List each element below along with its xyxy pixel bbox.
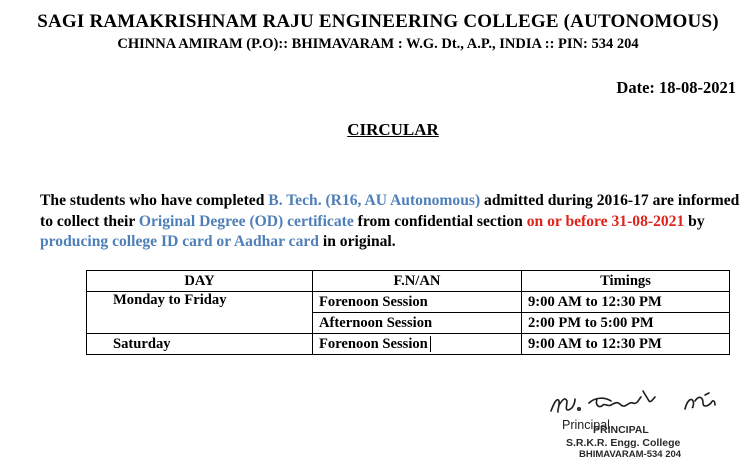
body-text: by — [684, 212, 705, 230]
body-text: The students who have completed — [40, 192, 269, 209]
circular-date: Date: 18-08-2021 — [616, 78, 736, 97]
college-address: CHINNA AMIRAM (P.O):: BHIMAVARAM : W.G. Dt., A.P., INDIA :: PIN: 534 204 — [117, 36, 639, 52]
timing-cell: 9:00 AM to 12:30 PM — [522, 334, 730, 355]
table-row — [87, 313, 730, 334]
session-text: Forenoon Session — [319, 335, 428, 352]
text-cursor — [430, 336, 431, 352]
table-row — [87, 334, 730, 355]
circular-body — [40, 191, 740, 253]
circular-title: CIRCULAR — [347, 120, 439, 139]
course-name: B. Tech. (R16, AU Autonomous) — [268, 192, 481, 209]
signature-label: Principal — [562, 418, 610, 432]
body-text: from confidential section — [353, 212, 527, 230]
table-row — [87, 292, 730, 313]
college-name: SAGI RAMAKRISHNAM RAJU ENGINEERING COLLEGE (AUTONOMOUS) — [37, 11, 719, 32]
stamp-place: BHIMAVARAM-534 204 — [579, 449, 682, 460]
column-header-timings: Timings — [522, 271, 730, 292]
day-cell: Monday to Friday — [87, 292, 313, 313]
required-documents: producing college ID card or Aadhar card — [40, 233, 319, 250]
stamp-college: S.R.K.R. Engg. College — [566, 436, 681, 449]
column-header-session: F.N/AN — [313, 271, 522, 292]
day-cell: Saturday — [87, 334, 313, 355]
office-stamp — [566, 424, 681, 462]
body-text: admitted during 2016-17 are informed to collect their — [40, 192, 740, 230]
certificate-name: Original Degree (OD) certificate — [138, 212, 354, 230]
deadline: on or before 31-08-2021 — [526, 212, 685, 230]
body-text: in original. — [318, 233, 396, 250]
session-cell: Forenoon Session — [313, 292, 522, 313]
session-cell: Afternoon Session — [313, 313, 522, 334]
session-cell — [313, 334, 522, 355]
timings-table — [86, 270, 730, 355]
column-header-day: DAY — [87, 271, 313, 292]
day-cell — [87, 313, 313, 334]
timing-cell: 9:00 AM to 12:30 PM — [522, 292, 730, 313]
table-header-row — [87, 271, 730, 292]
timing-cell: 2:00 PM to 5:00 PM — [522, 313, 730, 334]
stamp-title: PRINCIPAL — [593, 424, 649, 436]
